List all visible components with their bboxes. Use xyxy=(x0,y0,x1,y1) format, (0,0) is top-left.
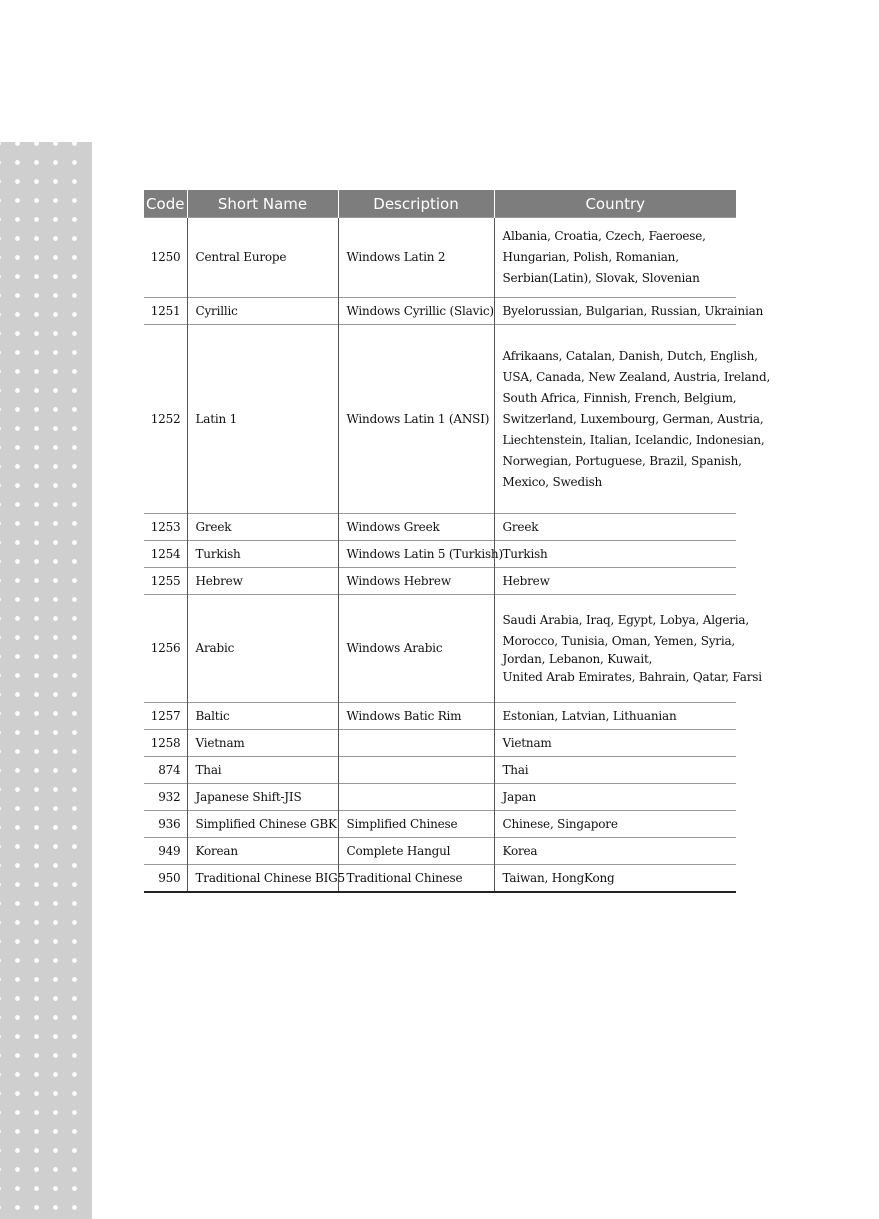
cell-description xyxy=(338,757,494,784)
country-line: Vietnam xyxy=(502,735,552,750)
cell-description: Windows Latin 5 (Turkish) xyxy=(338,541,494,568)
header-short-name: Short Name xyxy=(187,190,338,218)
country-line: South Africa, Finnish, French, Belgium, xyxy=(502,390,737,405)
cell-country xyxy=(494,568,736,595)
country-line: Jordan, Lebanon, Kuwait, xyxy=(502,651,653,666)
country-line: Hebrew xyxy=(502,573,550,588)
cell-short-name: Turkish xyxy=(187,541,338,568)
cell-country xyxy=(494,757,736,784)
country-line: Turkish xyxy=(502,546,548,561)
country-line: United Arab Emirates, Bahrain, Qatar, Farsi xyxy=(502,669,762,684)
cell-short-name: Arabic xyxy=(187,595,338,703)
country-line: Chinese, Singapore xyxy=(502,816,618,831)
cell-description xyxy=(338,784,494,811)
cell-description: Windows Hebrew xyxy=(338,568,494,595)
table-header-row xyxy=(144,190,736,218)
country-line: Liechtenstein, Italian, Icelandic, Indonesian, xyxy=(502,432,765,447)
cell-code: 1256 xyxy=(144,595,187,703)
country-line: Afrikaans, Catalan, Danish, Dutch, English, xyxy=(502,348,758,363)
header-description: Description xyxy=(338,190,494,218)
country-line: Albania, Croatia, Czech, Faeroese, xyxy=(502,229,706,243)
cell-description: Windows Cyrillic (Slavic) xyxy=(338,298,494,325)
code-page-table xyxy=(144,190,771,893)
country-line: Byelorussian, Bulgarian, Russian, Ukrainian xyxy=(502,303,764,318)
header-code: Code xyxy=(144,190,187,218)
cell-code: 1254 xyxy=(144,541,187,568)
table-row xyxy=(144,218,736,298)
table-row xyxy=(144,757,736,784)
country-line: Morocco, Tunisia, Oman, Yemen, Syria, xyxy=(502,633,736,648)
decorative-dot-strip xyxy=(0,142,92,1219)
table-row xyxy=(144,541,736,568)
table-row xyxy=(144,595,736,703)
cell-code: 874 xyxy=(144,757,187,784)
cell-description: Complete Hangul xyxy=(338,838,494,865)
table-row xyxy=(144,784,736,811)
table-row xyxy=(144,514,736,541)
country-line: Norwegian, Portuguese, Brazil, Spanish, xyxy=(502,453,742,468)
cell-short-name: Thai xyxy=(187,757,338,784)
cell-description: Traditional Chinese xyxy=(338,865,494,893)
cell-short-name: Vietnam xyxy=(187,730,338,757)
cell-description: Simplified Chinese xyxy=(338,811,494,838)
cell-country xyxy=(494,838,736,865)
country-line: Hungarian, Polish, Romanian, xyxy=(502,250,679,264)
table-row xyxy=(144,703,736,730)
table-row xyxy=(144,838,736,865)
cell-code: 1250 xyxy=(144,218,187,298)
header-country: Country xyxy=(494,190,736,218)
country-line: Estonian, Latvian, Lithuanian xyxy=(502,708,677,723)
country-line: Serbian(Latin), Slovak, Slovenian xyxy=(502,271,700,285)
country-line: USA, Canada, New Zealand, Austria, Ireland, xyxy=(502,369,771,384)
cell-code: 1258 xyxy=(144,730,187,757)
cell-short-name: Simplified Chinese GBK xyxy=(187,811,338,838)
country-line: Greek xyxy=(502,519,539,534)
table-row xyxy=(144,568,736,595)
cell-short-name: Traditional Chinese BIG5 xyxy=(187,865,338,893)
cell-short-name: Latin 1 xyxy=(187,325,338,514)
cell-code: 949 xyxy=(144,838,187,865)
country-line: Japan xyxy=(502,789,537,804)
cell-description: Windows Latin 2 xyxy=(338,218,494,298)
cell-code: 932 xyxy=(144,784,187,811)
table-row xyxy=(144,811,736,838)
cell-short-name: Greek xyxy=(187,514,338,541)
cell-short-name: Baltic xyxy=(187,703,338,730)
cell-country xyxy=(494,865,736,893)
cell-code: 1251 xyxy=(144,298,187,325)
country-line: Switzerland, Luxembourg, German, Austria, xyxy=(502,411,764,426)
cell-code: 1252 xyxy=(144,325,187,514)
cell-country xyxy=(494,811,736,838)
cell-country xyxy=(494,325,771,514)
cell-short-name: Central Europe xyxy=(187,218,338,298)
country-line: Saudi Arabia, Iraq, Egypt, Lobya, Algeria, xyxy=(502,612,749,627)
table-row xyxy=(144,865,736,893)
cell-country xyxy=(494,595,762,703)
cell-code: 950 xyxy=(144,865,187,893)
country-line: Thai xyxy=(502,762,529,777)
cell-description: Windows Batic Rim xyxy=(338,703,494,730)
cell-description: Windows Latin 1 (ANSI) xyxy=(338,325,494,514)
cell-country xyxy=(494,703,736,730)
cell-description: Windows Arabic xyxy=(338,595,494,703)
cell-code: 1257 xyxy=(144,703,187,730)
table-row xyxy=(144,298,736,325)
cell-country xyxy=(494,730,736,757)
cell-code: 1255 xyxy=(144,568,187,595)
cell-short-name: Hebrew xyxy=(187,568,338,595)
cell-short-name: Cyrillic xyxy=(187,298,338,325)
cell-description: Windows Greek xyxy=(338,514,494,541)
cell-short-name: Japanese Shift-JIS xyxy=(187,784,338,811)
table-row xyxy=(144,325,736,514)
table-row xyxy=(144,730,736,757)
cell-country xyxy=(494,541,736,568)
cell-country xyxy=(494,784,736,811)
cell-country xyxy=(494,218,736,298)
country-line: Korea xyxy=(502,843,538,858)
cell-description xyxy=(338,730,494,757)
cell-country xyxy=(494,298,764,325)
cell-code: 1253 xyxy=(144,514,187,541)
cell-short-name: Korean xyxy=(187,838,338,865)
country-line: Mexico, Swedish xyxy=(502,474,603,489)
cell-code: 936 xyxy=(144,811,187,838)
cell-country xyxy=(494,514,736,541)
country-line: Taiwan, HongKong xyxy=(502,870,615,885)
